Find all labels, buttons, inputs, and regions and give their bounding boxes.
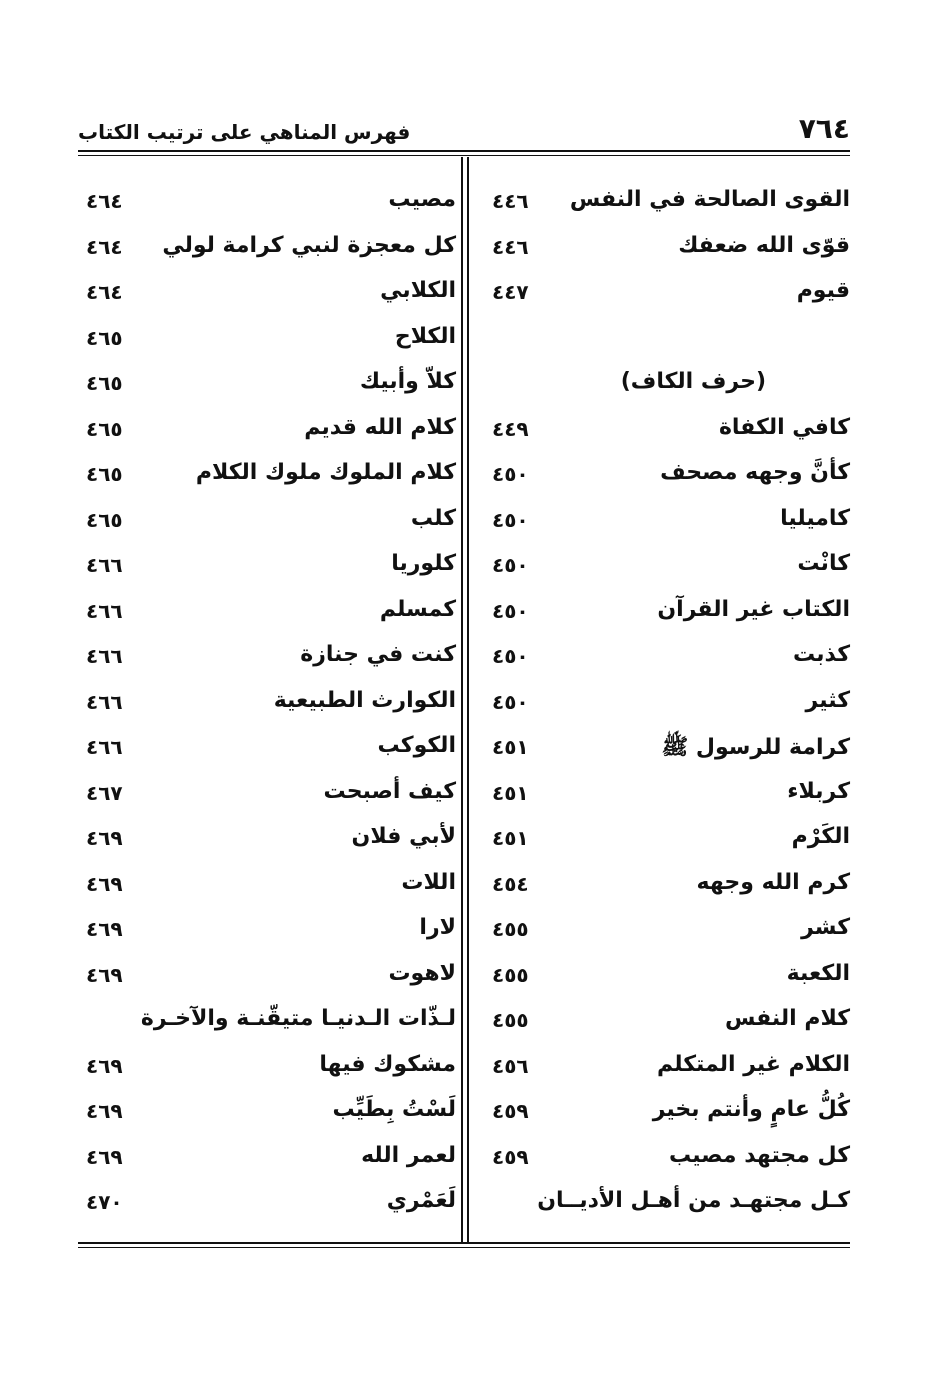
entry-term: مشكوك فيها [319, 1051, 456, 1077]
index-entry [478, 1093, 850, 1139]
index-entry [78, 502, 456, 548]
entry-term: لعمر الله [361, 1142, 456, 1168]
entry-term: مصيب [388, 187, 456, 212]
entry-page-number: ٤٥٩ [492, 1144, 529, 1169]
index-entry [478, 547, 850, 593]
index-entry [478, 1002, 850, 1048]
entry-term: كلام الملوك ملوك الكلام [195, 460, 456, 485]
entry-term: كثير [805, 687, 850, 713]
entry-page-number: ٤٦٧ [86, 780, 123, 805]
entry-term: الكلام غير المتكلم [657, 1051, 850, 1077]
entry-page-number: ٤٦٩ [86, 1144, 123, 1169]
entry-term: الكلابي [380, 278, 456, 303]
entry-term: اللات [401, 869, 456, 895]
entry-term: كيف أصبحت [323, 778, 456, 804]
entry-page-number: ٤٦٤ [86, 234, 123, 259]
index-entry [478, 593, 850, 639]
column-divider-inner [467, 157, 469, 1242]
entry-page-number: ٤٥٠ [492, 553, 529, 577]
entry-page-number: ٤٦٩ [86, 962, 123, 987]
entry-page-number: ٤٥٥ [492, 962, 529, 987]
index-entry [78, 547, 456, 593]
header-rule [78, 150, 850, 152]
index-entry [78, 820, 456, 866]
index-entry [78, 274, 456, 320]
entry-page-number: ٤٦٩ [86, 1099, 123, 1123]
entry-term: كلاّ وأبيك [359, 369, 456, 394]
entry-page-number: ٤٦٦ [86, 598, 123, 623]
index-entry [478, 183, 850, 229]
entry-page-number: ٤٦٥ [86, 507, 123, 532]
entry-term: لأبي فلان [351, 824, 456, 849]
entry-term: الكَرْم [791, 824, 850, 849]
entry-page-number: ٤٦٦ [86, 553, 123, 577]
page-header [78, 108, 850, 148]
index-entry [478, 320, 850, 366]
entry-page-number: ٤٥١ [492, 826, 529, 850]
column-divider [461, 157, 463, 1242]
index-entry [478, 1139, 850, 1185]
index-entry [478, 775, 850, 821]
entry-term: لَسْتُ بِطَيِّب [332, 1097, 456, 1122]
index-entry [78, 1002, 456, 1048]
index-entry [78, 1184, 456, 1230]
index-entry [478, 911, 850, 957]
entry-term: الكلاح [394, 323, 456, 349]
index-entry [78, 866, 456, 912]
entry-page-number: ٤٥٠ [492, 689, 529, 714]
index-entry [78, 320, 456, 366]
entry-page-number: ٤٥٠ [492, 462, 529, 486]
entry-page-number: ٤٥٠ [492, 507, 529, 532]
entry-term: لَعَمْري [386, 1188, 456, 1213]
entry-page-number: ٤٦٩ [86, 1053, 123, 1078]
entry-term: كافي الكفاة [718, 414, 850, 440]
index-entry [78, 1093, 456, 1139]
entry-term: الكوكب [377, 733, 456, 758]
entry-term: كذبت [792, 642, 850, 667]
entry-term: كأنَّ وجهه مصحف [660, 460, 850, 485]
entry-term: قيوم [796, 278, 850, 303]
entry-term: كلب [410, 505, 456, 531]
index-entry [78, 183, 456, 229]
entry-page-number: ٤٦٦ [86, 689, 123, 714]
entry-page-number: ٤٦٥ [86, 416, 123, 441]
index-entry [478, 729, 850, 775]
running-title: فهرس المناهي على ترتيب الكتاب [78, 120, 411, 144]
index-entry [78, 957, 456, 1003]
index-column-left [78, 183, 456, 1230]
entry-page-number: ٤٥٥ [492, 1008, 529, 1032]
entry-term: كل معجزة لنبي كرامة لولي [162, 232, 456, 258]
index-column-right [478, 183, 850, 1230]
entry-page-number: ٤٦٥ [86, 371, 123, 395]
entry-term: كـل مجتهـد من أهـل الأديــان [537, 1188, 850, 1213]
index-entry [78, 684, 456, 730]
index-entry [478, 1048, 850, 1094]
entry-term: كرامة للرسول ﷺ [661, 735, 850, 760]
entry-term: كلام النفس [725, 1006, 850, 1031]
entry-page-number: ٤٤٩ [492, 416, 529, 441]
entry-term: كربلاء [787, 778, 850, 804]
entry-page-number: ٤٥١ [492, 735, 529, 759]
entry-page-number: ٤٦٦ [86, 644, 123, 668]
index-entry [78, 593, 456, 639]
entry-term: كُلُّ عامٍ وأنتم بخير [652, 1097, 850, 1122]
entry-term: كل مجتهد مصيب [668, 1142, 850, 1168]
entry-term: كلام الله قديم [304, 414, 456, 440]
entry-term: كلوريا [391, 551, 456, 576]
entry-term: القوى الصالحة في النفس [569, 187, 850, 212]
footer-rule-thin [78, 1247, 850, 1248]
entry-term: لاهوت [388, 960, 456, 986]
entry-term: الكوارث الطبيعية [273, 687, 456, 713]
entry-page-number: ٤٥٠ [492, 598, 529, 623]
index-entry [478, 411, 850, 457]
entry-term: الكتاب غير القرآن [657, 596, 850, 622]
entry-page-number: ٤٤٧ [492, 280, 529, 304]
entry-term: قوّى الله ضعفك [678, 232, 850, 258]
entry-term: الكعبة [786, 960, 850, 986]
entry-page-number: ٤٤٦ [492, 189, 529, 213]
index-entry [478, 274, 850, 320]
page-number: ٧٦٤ [798, 112, 850, 145]
index-entry [78, 729, 456, 775]
entry-term: كرم الله وجهه [696, 869, 850, 895]
footer-rule [78, 1242, 850, 1244]
entry-page-number: ٤٥٠ [492, 644, 529, 668]
entry-page-number: ٤٤٦ [492, 234, 529, 259]
section-heading [478, 365, 850, 411]
index-entry [78, 775, 456, 821]
entry-page-number: ٤٥٦ [492, 1053, 529, 1078]
index-entry [78, 456, 456, 502]
entry-term: لـذّات الـدنيـا متيقّنـة والآخـرة [140, 1006, 456, 1031]
entry-term: كمسلم [379, 596, 456, 622]
entry-page-number: ٤٥١ [492, 780, 529, 805]
index-entry [478, 866, 850, 912]
entry-page-number: ٤٦٦ [86, 735, 123, 759]
index-entry [478, 456, 850, 502]
entry-term: كانْت [797, 551, 850, 576]
entry-term: (حرف الكاف) [620, 369, 766, 394]
entry-page-number: ٤٧٠ [86, 1190, 123, 1214]
index-entry [478, 820, 850, 866]
entry-term: كنت في جنازة [300, 642, 456, 667]
entry-page-number: ٤٦٤ [86, 189, 123, 213]
entry-term: لارا [419, 915, 456, 940]
index-entry [478, 957, 850, 1003]
index-entry [478, 229, 850, 275]
entry-term: كاميليا [780, 505, 850, 531]
index-entry [78, 638, 456, 684]
entry-page-number: ٤٥٩ [492, 1099, 529, 1123]
entry-page-number: ٤٦٤ [86, 280, 123, 304]
entry-page-number: ٤٦٥ [86, 325, 123, 350]
index-entry [478, 684, 850, 730]
index-entry [78, 229, 456, 275]
entry-term: كشر [801, 915, 850, 940]
entry-page-number: ٤٦٥ [86, 462, 123, 486]
header-rule-thin [78, 155, 850, 156]
index-entry [478, 1184, 850, 1230]
index-entry [78, 911, 456, 957]
index-entry [478, 638, 850, 684]
index-entry [78, 1048, 456, 1094]
entry-page-number: ٤٦٩ [86, 826, 123, 850]
index-entry [78, 411, 456, 457]
entry-page-number: ٤٥٥ [492, 917, 529, 941]
index-entry [478, 502, 850, 548]
index-entry [78, 365, 456, 411]
index-entry [78, 1139, 456, 1185]
entry-page-number: ٤٦٩ [86, 871, 123, 896]
entry-page-number: ٤٥٤ [492, 871, 529, 896]
entry-page-number: ٤٦٩ [86, 917, 123, 941]
